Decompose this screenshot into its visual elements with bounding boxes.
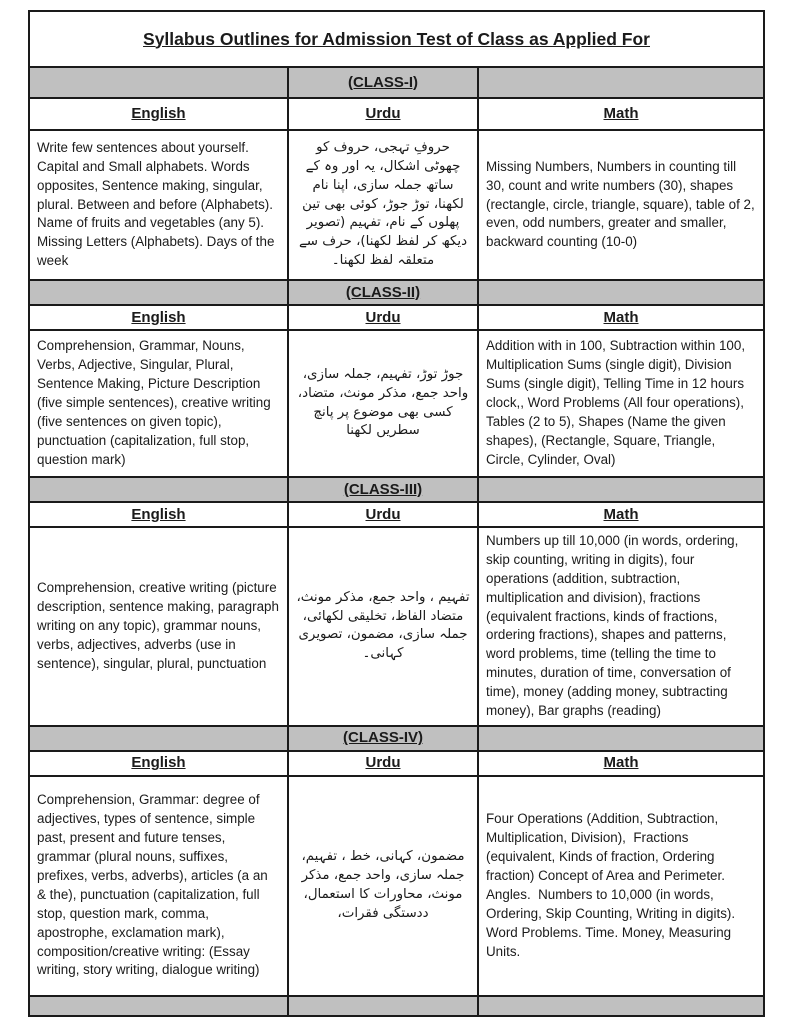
class-4-band-left <box>29 726 288 751</box>
class-3-english-header-cell <box>29 502 288 527</box>
english-column-header: English <box>131 105 186 122</box>
class-1-band-right <box>478 67 764 98</box>
clipped-band-center <box>288 996 478 1016</box>
class-4-label: (CLASS-IV) <box>343 729 423 747</box>
class-2-band-center <box>288 280 478 305</box>
english-column-header: English <box>131 308 186 326</box>
clipped-band-row <box>29 996 764 1016</box>
class-1-urdu-content: حروفِ تہجی، حروف کو چھوٹی اشکال، یہ اور وہ کے ساتھ جملہ سازی، اپنا نام لکھنا، توڑ جوڑ، کوئی بھی تین پھلوں کے نام، تفہیم (تصویر دیکھ کر لفظ لکھنا)، حرف سے متعلقہ لفظ لکھنا۔ <box>288 130 478 280</box>
class-1-band-row <box>29 67 764 98</box>
class-1-content-row <box>29 130 764 280</box>
class-2-urdu-header-cell <box>288 305 478 330</box>
class-3-math-content: Numbers up till 10,000 (in words, ordering, skip counting, writing in digits), four operations (addition, subtraction, multiplication and division), fractions (equivalent fractions, kinds of fractions, ordering fractions), shapes and patterns, word problems, time (telling the time to minutes, duration of time, conversation of time), money (adding money, subtracting money), Bar graphs (reading) <box>478 527 764 726</box>
math-column-header: Math <box>603 754 639 772</box>
class-4-urdu-content: مضمون، کہانی، خط ، تفہیم، جملہ سازی، واحد جمع، مذکر مونث، محاورات کا استعمال، ددستگی فقرات، <box>288 776 478 996</box>
math-column-header: Math <box>603 105 639 122</box>
clipped-band-right <box>478 996 764 1016</box>
page-title: Syllabus Outlines for Admission Test of Class as Applied For <box>143 28 650 49</box>
class-1-band-left <box>29 67 288 98</box>
english-column-header: English <box>131 754 186 772</box>
urdu-column-header: Urdu <box>365 754 401 772</box>
urdu-column-header: Urdu <box>365 505 401 523</box>
class-1-urdu-header-cell <box>288 98 478 130</box>
class-4-content-row <box>29 776 764 996</box>
class-2-label: (CLASS-II) <box>345 283 421 301</box>
urdu-column-header: Urdu <box>365 105 401 122</box>
class-2-english-header-cell <box>29 305 288 330</box>
class-2-english-content: Comprehension, Grammar, Nouns, Verbs, Adjective, Singular, Plural, Sentence Making, Picture Description (five simple sentences), creative writing (five sentences on given topic), punctuation (capitalization, full stop, question mark) <box>29 330 288 477</box>
class-1-math-header-cell <box>478 98 764 130</box>
math-column-header: Math <box>603 505 639 523</box>
class-2-band-left <box>29 280 288 305</box>
class-4-english-content: Comprehension, Grammar: degree of adjectives, types of sentence, simple past, present and future tenses, grammar (plural nouns, suffixes, prefixes, verbs, adverbs), articles (a an & the), punctuation (capitalization, full stop, question mark, comma, apostrophe, exclamation mark), composition/creative writing: (Essay writing, story writing, dialogue writing) <box>29 776 288 996</box>
class-4-band-right <box>478 726 764 751</box>
class-3-content-row <box>29 527 764 726</box>
clipped-band-left <box>29 996 288 1016</box>
class-3-band-row <box>29 477 764 502</box>
class-2-urdu-content: جوڑ توڑ، تفہیم، جملہ سازی، واحد جمع، مذکر مونث، متضاد، کسی بھی موضوع پر پانچ سطریں لکھنا <box>288 330 478 477</box>
class-3-band-right <box>478 477 764 502</box>
class-3-math-header-cell <box>478 502 764 527</box>
class-1-header-row <box>29 98 764 130</box>
class-2-content-row <box>29 330 764 477</box>
class-1-english-header-cell <box>29 98 288 130</box>
class-3-english-content: Comprehension, creative writing (picture description, sentence making, paragraph writing on any topic), grammar nouns, verbs, adjectives, adverbs (use in sentence), singular, plural, punctuation <box>29 527 288 726</box>
class-4-header-row <box>29 751 764 776</box>
class-4-math-header-cell <box>478 751 764 776</box>
class-4-band-center <box>288 726 478 751</box>
class-3-label: (CLASS-III) <box>343 480 423 498</box>
class-3-band-center <box>288 477 478 502</box>
class-1-band-center <box>288 67 478 98</box>
class-4-english-header-cell <box>29 751 288 776</box>
urdu-column-header: Urdu <box>365 308 401 326</box>
class-1-label: (CLASS-I) <box>348 73 418 91</box>
class-4-math-content: Four Operations (Addition, Subtraction, Multiplication, Division), Fractions (equivalent, Kinds of fraction, Ordering fraction) Concept of Area and Perimeter. Angles. Numbers to 10,000 (in words, Ordering, Skip Counting, Writing in digits). Word Problems. Time. Money, Measuring Units. <box>478 776 764 996</box>
syllabus-table <box>28 10 765 1017</box>
english-column-header: English <box>131 505 186 523</box>
class-3-header-row <box>29 502 764 527</box>
class-1-english-content: Write few sentences about yourself. Capital and Small alphabets. Words opposites, Sentence making, singular, plural. Between and before (Alphabets). Name of fruits and vegetables (any 5). Missing Letters (Alphabets). Days of the week <box>29 130 288 280</box>
class-1-math-content: Missing Numbers, Numbers in counting till 30, count and write numbers (30), shapes (rectangle, circle, triangle, square), table of 2, even, odd numbers, greater and smaller, backward counting (10-0) <box>478 130 764 280</box>
class-2-math-content: Addition with in 100, Subtraction within 100, Multiplication Sums (single digit), Division Sums (single digit), Telling Time in 12 hours clock,, Word Problems (All four operations), Tables (2 to 5), Shapes (Name the given shapes), (Rectangle, Square, Triangle, Circle, Cylinder, Oval) <box>478 330 764 477</box>
class-2-band-row <box>29 280 764 305</box>
class-2-band-right <box>478 280 764 305</box>
class-2-math-header-cell <box>478 305 764 330</box>
title-row <box>29 11 764 67</box>
class-2-header-row <box>29 305 764 330</box>
class-3-band-left <box>29 477 288 502</box>
class-3-urdu-content: تفہیم ، واحد جمع، مذکر مونث، متضاد الفاظ، تخلیقی لکھائی، جملہ سازی، مضمون، تصویری کہانی۔ <box>288 527 478 726</box>
class-4-urdu-header-cell <box>288 751 478 776</box>
class-4-band-row <box>29 726 764 751</box>
math-column-header: Math <box>603 308 639 326</box>
class-3-urdu-header-cell <box>288 502 478 527</box>
title-cell <box>29 11 764 67</box>
